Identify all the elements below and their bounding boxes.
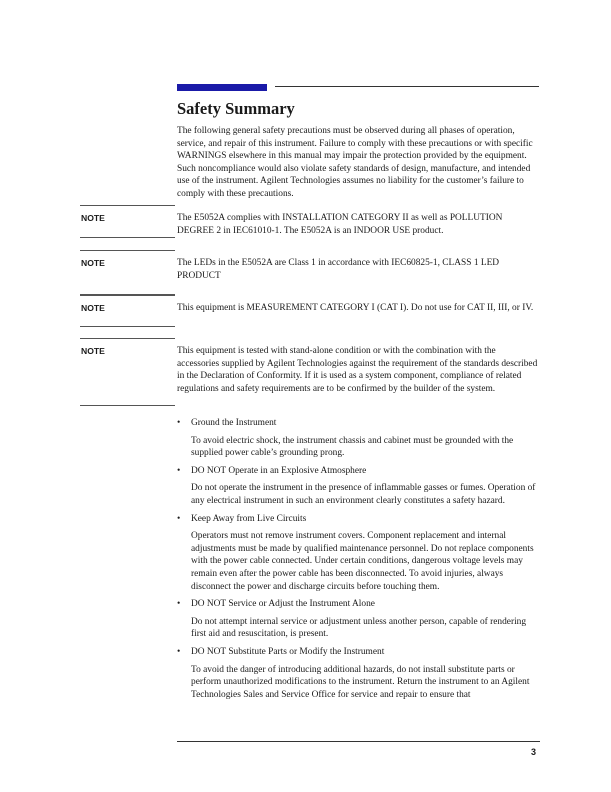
- bullet-marker: •: [177, 599, 181, 610]
- bullet-heading: DO NOT Service or Adjust the Instrument Alone: [191, 599, 375, 610]
- list-item: [177, 465, 540, 508]
- bullet-heading: DO NOT Substitute Parts or Modify the Instrument: [191, 646, 385, 657]
- list-item: [177, 646, 540, 701]
- safety-bullet-list: [177, 417, 540, 706]
- note-label: NOTE: [81, 213, 105, 223]
- bullet-body: Do not attempt internal service or adjustment unless another person, capable of rendering first aid and resuscitation, is present.: [191, 616, 527, 640]
- note-rule-top: [80, 205, 175, 206]
- note-rule-top: [80, 338, 175, 339]
- header-accent-bar: [177, 84, 267, 91]
- bullet-heading: Keep Away from Live Circuits: [191, 513, 307, 524]
- page-number: 3: [531, 747, 537, 757]
- note-rule-top: [80, 295, 175, 296]
- bullet-body: Do not operate the instrument in the presence of inflammable gasses or fumes. Operation of any electrical instrument in such an environment clearly constitutes a safety hazard.: [191, 483, 536, 506]
- list-item: [177, 513, 540, 594]
- note-rule-bottom: [80, 326, 175, 327]
- list-item: [177, 598, 540, 641]
- note-label: NOTE: [81, 303, 105, 313]
- bullet-body: Operators must not remove instrument covers. Component replacement and internal adjustments must be made by qualified maintenance personnel. Do not replace components with the power cable connected. Under certain conditions, dangerous voltage levels may remain even after the power cable has been disconnected. To avoid injuries, always disconnect the power and discharge circuits before touching them.: [191, 531, 534, 592]
- intro-paragraph: The following general safety precautions must be observed during all phases of operation, service, and repair of this instrument. Failure to comply with these precautions or with specific WARNINGS elsewhere in this manual may impair the protection provided by the equipment. Such noncompliance would also violate safety standards of design, manufacture, and intended use of the instrument. Agilent Technologies assumes no liability for the customer’s failure to comply with these precautions.: [177, 126, 533, 199]
- bullet-heading: DO NOT Operate in an Explosive Atmosphere: [191, 465, 367, 476]
- bullet-marker: •: [177, 513, 181, 524]
- header-rule: [275, 86, 539, 87]
- bullet-body: To avoid electric shock, the instrument chassis and cabinet must be grounded with the supplied power cable’s grounding prong.: [191, 435, 514, 459]
- list-item: [177, 417, 540, 460]
- note-text: This equipment is MEASUREMENT CATEGORY I (CAT I). Do not use for CAT II, III, or IV.: [177, 303, 534, 313]
- bullet-heading: Ground the Instrument: [191, 418, 277, 428]
- note-label: NOTE: [81, 346, 105, 356]
- note-text: The E5052A complies with INSTALLATION CATEGORY II as well as POLLUTION DEGREE 2 in IEC61010-1. The E5052A is an INDOOR USE product.: [177, 213, 503, 236]
- note-rule-bottom: [80, 237, 175, 238]
- note-rule-top: [80, 250, 175, 251]
- note-label: NOTE: [81, 258, 105, 268]
- note-rule-bottom: [80, 405, 175, 406]
- page-title: Safety Summary: [177, 99, 295, 118]
- bullet-marker: •: [177, 418, 181, 428]
- note-text: This equipment is tested with stand-alone condition or with the combination with the accessories supplied by Agilent Technologies against the requirement of the standards described in the Declaration of Conformity. If it is used as a system component, compliance of related regulations and safety requirements are to be confirmed by the builder of the system.: [177, 346, 538, 394]
- note-text: The LEDs in the E5052A are Class 1 in accordance with IEC60825-1, CLASS 1 LED PRODUCT: [177, 258, 500, 281]
- bullet-body: To avoid the danger of introducing additional hazards, do not install substitute parts or perform unauthorized modifications to the instrument. Return the instrument to an Agilent Technologies Sales and Service Office for service and repair to ensure that: [191, 664, 530, 700]
- bullet-marker: •: [177, 646, 181, 657]
- footer-rule: [177, 741, 540, 742]
- bullet-marker: •: [177, 465, 181, 476]
